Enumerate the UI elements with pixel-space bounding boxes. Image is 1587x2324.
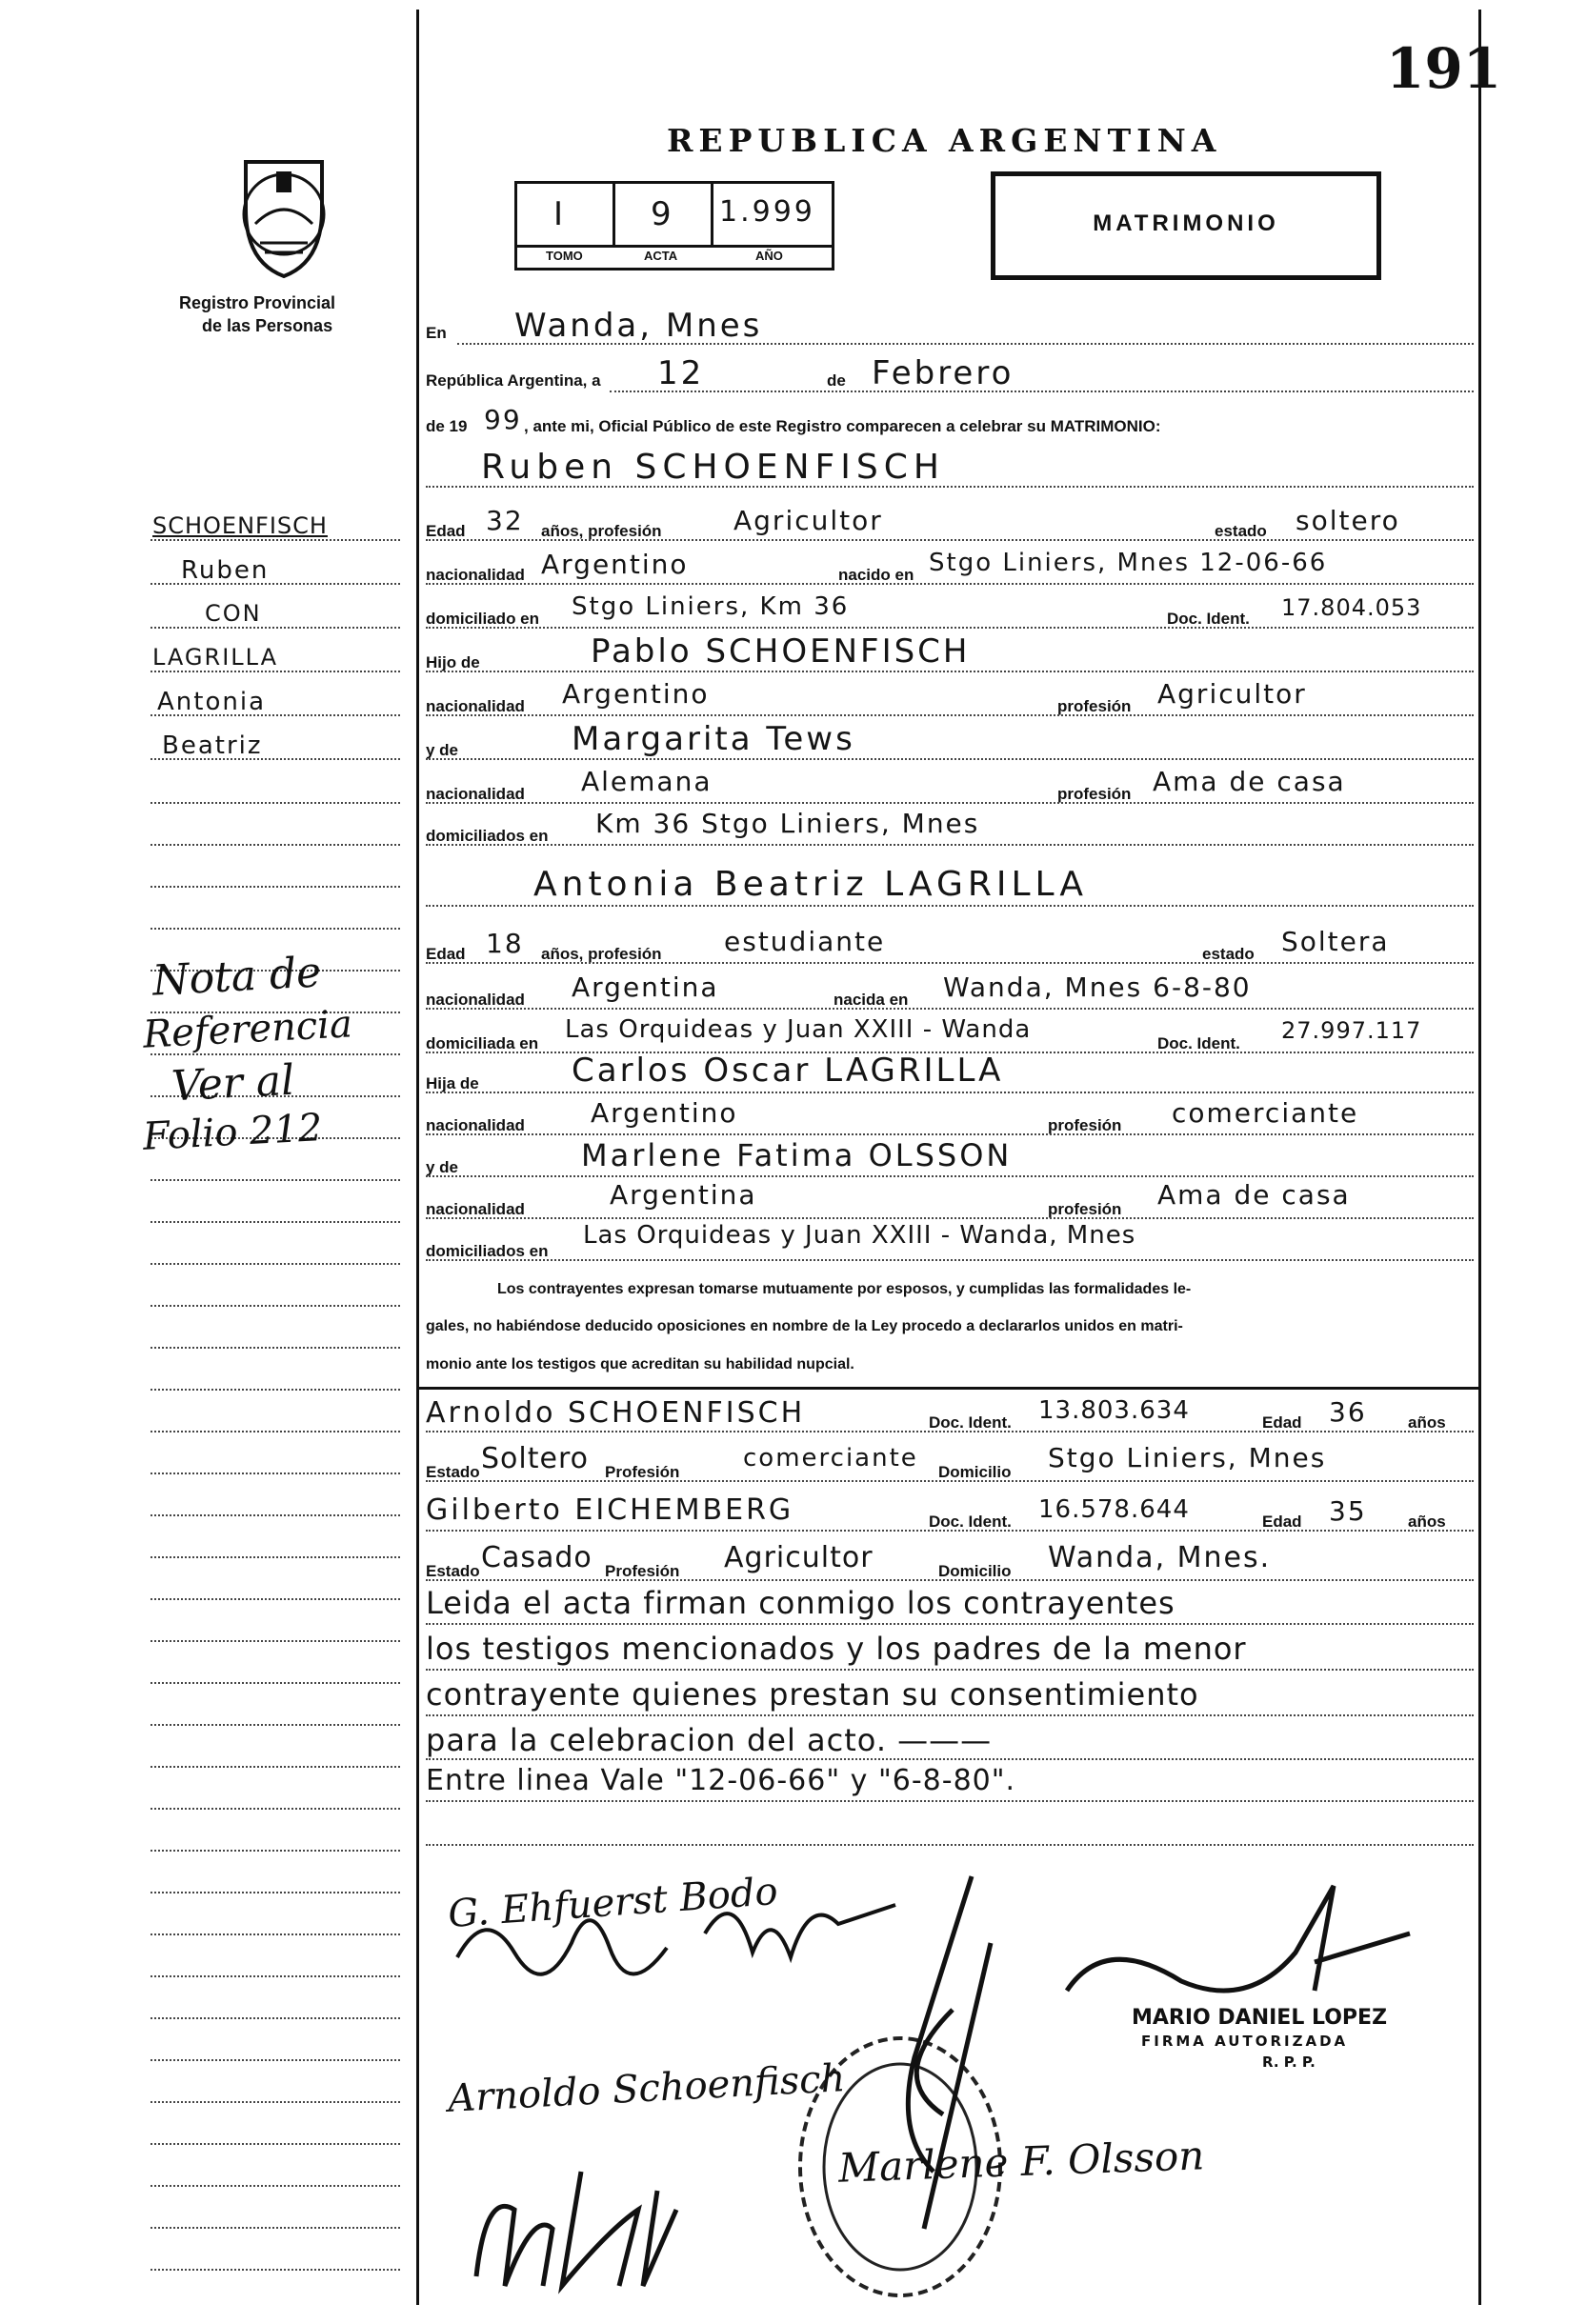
groom-mother-prof: Ama de casa [1153,766,1346,797]
tomo-acta-ano-box [514,181,834,270]
row-line [426,1133,1474,1135]
bride-father-prof-label: profesión [1048,1116,1122,1134]
margin-line [151,2143,400,2145]
signature-3: Marlene F. Olsson [837,2132,1206,2192]
witness2-estado: Casado [481,1541,593,1574]
witness2-anos-label: años [1408,1513,1446,1531]
margin-name-line-2: Ruben [181,556,270,585]
row-line [426,844,1474,846]
margin-line [151,1389,400,1391]
groom-edad-label: Edad [426,522,466,540]
closing-line-2: los testigos mencionados y los padres de la menor [426,1631,1247,1667]
margin-line [151,1556,400,1558]
intro-statement: , ante mi, Oficial Público de este Registro comparecen a celebrar su MATRIMONIO: [524,417,1161,435]
en-label: En [426,324,447,342]
row-line [426,1579,1474,1581]
bride-y-de-label: y de [426,1158,459,1176]
bride-estado-label: estado [1202,945,1255,963]
row-line [426,1669,1474,1671]
registry-name-line1: Registro Provincial [179,293,336,312]
groom-father: Pablo SCHOENFISCH [591,632,971,671]
witness2-name: Gilberto EICHEMBERG [426,1493,794,1527]
day-value: 12 [657,354,705,392]
country-title: REPUBLICA ARGENTINA [667,122,1222,159]
groom-profesion: Agricultor [733,505,883,536]
witness2-edad: 35 [1329,1495,1367,1527]
signature-drawing-4 [457,2153,772,2300]
witness2-profesion-label: Profesión [605,1562,680,1580]
margin-name-line-3: CON [205,600,262,627]
groom-mother-prof-label: profesión [1057,785,1132,803]
margin-line [151,1975,400,1977]
ano-value: 1.999 [719,195,815,229]
bride-edad: 18 [486,928,524,959]
stamp-name: MARIO DANIEL LOPEZ [1132,2006,1388,2030]
province-seal-icon [208,143,360,286]
row-line [426,1175,1474,1177]
legal-text-line-1: Los contrayentes expresan tomarse mutuamente por esposos, y cumplidas las formalidades le- [497,1281,1192,1297]
legal-text-divider [416,1387,1481,1390]
tomo-label: TOMO [546,249,583,263]
legal-text-line-2: gales, no habiéndose deducido oposiciones en nombre de la Ley procedo a declararlos unidos en matri- [426,1318,1183,1334]
margin-line [151,1514,400,1516]
acta-label: ACTA [644,249,678,263]
row-line [426,539,1474,541]
witness1-name: Arnoldo SCHOENFISCH [426,1396,806,1430]
groom-anos-profesion-label: años, profesión [541,522,662,540]
margin-line [151,928,400,930]
year-suffix-value: 99 [484,404,522,435]
margin-line [151,1640,400,1642]
margin-line [151,1305,400,1307]
margin-line [151,1808,400,1810]
bride-father-prof: comerciante [1172,1097,1359,1129]
margin-name-line-4: LAGRILLA [152,644,278,671]
bride-anos-profesion-label: años, profesión [541,945,662,963]
margin-line [151,1347,400,1349]
witness2-doc: 16.578.644 [1038,1495,1190,1524]
groom-doc-label: Doc. Ident. [1167,610,1250,628]
bride-parents-dom: Las Orquideas y Juan XXIII - Wanda, Mnes [583,1221,1136,1250]
margin-line [151,1221,400,1223]
closing-line-1: Leida el acta firman conmigo los contrayentes [426,1585,1175,1621]
margin-line [151,1933,400,1935]
margin-line [151,1892,400,1893]
bride-nacionalidad-label: nacionalidad [426,991,525,1009]
margin-line [151,627,400,629]
row-line [426,486,1474,488]
bride-domiciliados-label: domiciliados en [426,1242,549,1260]
bride-nacionalidad: Argentina [572,972,719,1003]
year-prefix-label: de 19 [426,417,468,435]
margin-line [151,2227,400,2229]
groom-father-prof: Agricultor [1157,678,1307,710]
margin-line [151,1682,400,1684]
row-line [426,1714,1474,1716]
bride-domicilio: Las Orquideas y Juan XXIII - Wanda [565,1015,1032,1044]
left-frame-line [416,10,419,2305]
row-line [426,1758,1474,1760]
witness1-prof: comerciante [743,1444,918,1473]
row-line [426,714,1474,716]
margin-line [151,1598,400,1600]
groom-doc: 17.804.053 [1281,594,1422,621]
row-line [426,1217,1474,1219]
bride-mother-prof: Ama de casa [1157,1179,1351,1211]
witness1-anos-label: años [1408,1413,1446,1432]
groom-mother-nac: Alemana [581,766,713,797]
stamp-line2: FIRMA AUTORIZADA [1141,2033,1349,2050]
stamp-line3: R. P. P. [1262,2054,1316,2071]
signature-2: Arnoldo Schoenfisch [447,2056,847,2121]
bride-father-nac: Argentino [591,1097,738,1129]
row-line [426,1480,1474,1482]
registry-name-line2: de las Personas [202,316,333,335]
closing-line-3: contrayente quienes prestan su consentimiento [426,1676,1199,1713]
row-line [426,1259,1474,1261]
margin-line [151,2101,400,2103]
margin-line [151,539,400,541]
margin-line [151,671,400,672]
margin-line [151,1850,400,1852]
bride-father: Carlos Oscar LAGRILLA [572,1052,1004,1090]
bride-profesion: estudiante [724,926,886,957]
witness1-profesion-label: Profesión [605,1463,680,1481]
row-line [426,671,1474,672]
margin-note-line-4: Folio 212 [141,1106,324,1159]
bride-name: Antonia Beatriz LAGRILLA [533,865,1089,904]
margin-line [151,2269,400,2271]
groom-domicilio: Stgo Liniers, Km 36 [572,592,850,621]
row-line [426,1844,1474,1846]
bride-nacida-label: nacida en [834,991,909,1009]
row-line [426,1623,1474,1625]
row-line [426,1431,1474,1432]
margin-line [151,1724,400,1726]
legal-text-line-3: monio ante los testigos que acreditan su habilidad nupcial. [426,1356,854,1372]
margin-line [151,2017,400,2019]
groom-father-nac-label: nacionalidad [426,697,525,715]
bride-doc: 27.997.117 [1281,1017,1422,1044]
row-line [426,905,1474,907]
republica-label: República Argentina, a [426,371,601,390]
groom-mother: Margarita Tews [572,720,855,758]
witness1-doc-label: Doc. Ident. [929,1413,1012,1432]
groom-estado: soltero [1296,505,1400,536]
margin-line [151,1766,400,1768]
row-line [426,1530,1474,1532]
row-line [426,1800,1474,1802]
margin-line [151,1179,400,1181]
bride-edad-label: Edad [426,945,466,963]
margin-note-line-2: Referencia [141,1002,353,1057]
groom-y-de-label: y de [426,741,459,759]
witness2-edad-label: Edad [1262,1513,1302,1531]
bride-doc-label: Doc. Ident. [1157,1034,1240,1052]
signature-drawing-3 [1048,1867,1429,2014]
row-line [426,1008,1474,1010]
witness2-doc-label: Doc. Ident. [929,1513,1012,1531]
groom-nacido-label: nacido en [838,566,914,584]
groom-hijo-label: Hijo de [426,653,480,671]
row-line [426,1092,1474,1093]
margin-note-line-1: Nota de [151,948,323,1006]
acta-value: 9 [651,195,674,233]
margin-line [151,2059,400,2061]
signature-1: G. Ehfuerst Bodo [446,1869,779,1937]
margin-line [151,844,400,846]
row-line [426,583,1474,585]
groom-father-prof-label: profesión [1057,697,1132,715]
groom-father-nac: Argentino [562,678,710,710]
doc-type-box [991,171,1381,280]
signature-drawing-2 [857,1867,1029,2253]
closing-line-5: Entre linea Vale "12-06-66" y "6-8-80". [426,1764,1016,1797]
margin-line [151,1431,400,1432]
page-number: 191 [1386,36,1502,101]
groom-mother-nac-label: nacionalidad [426,785,525,803]
bride-mother-nac: Argentina [610,1179,757,1211]
groom-parents-dom: Km 36 Stgo Liniers, Mnes [595,808,980,839]
margin-note-line-3: Ver al [170,1055,296,1112]
bride-mother-nac-label: nacionalidad [426,1200,525,1218]
groom-domicilio-label: domiciliado en [426,610,540,628]
bride-mother: Marlene Fatima OLSSON [581,1137,1013,1173]
bride-mother-prof-label: profesión [1048,1200,1122,1218]
witness1-edad: 36 [1329,1396,1367,1428]
witness2-prof: Agricultor [724,1541,874,1574]
margin-line [151,802,400,804]
row-line [426,627,1474,629]
de-label: de [827,371,846,390]
witness1-estado-label: Estado [426,1463,480,1481]
groom-nacido: Stgo Liniers, Mnes 12-06-66 [929,549,1328,577]
groom-name: Ruben SCHOENFISCH [481,448,945,487]
groom-nacionalidad: Argentino [541,549,689,580]
row-line [426,962,1474,964]
witness1-dom: Stgo Liniers, Mnes [1048,1442,1327,1473]
margin-name-line-6: Beatriz [162,731,263,760]
margin-name-line-5: Antonia [157,688,267,716]
margin-line [151,2185,400,2187]
bride-nacida: Wanda, Mnes 6-8-80 [943,972,1252,1003]
bride-father-nac-label: nacionalidad [426,1116,525,1134]
witness2-domicilio-label: Domicilio [938,1562,1012,1580]
ano-label: AÑO [755,249,783,263]
row-line [610,391,1474,392]
margin-line [151,886,400,888]
row-line [457,343,1474,345]
groom-edad: 32 [486,505,524,536]
groom-nacionalidad-label: nacionalidad [426,566,525,584]
right-frame-line [1478,10,1481,2305]
witness1-estado: Soltero [481,1442,589,1475]
place-value: Wanda, Mnes [514,307,763,345]
witness1-doc: 13.803.634 [1038,1396,1190,1425]
bride-hija-label: Hija de [426,1074,479,1092]
margin-line [151,1263,400,1265]
margin-name-line-1: SCHOENFISCH [152,512,328,539]
witness2-dom: Wanda, Mnes. [1048,1541,1272,1574]
row-line [426,758,1474,760]
bride-domiciliada-label: domiciliada en [426,1034,539,1052]
witness1-domicilio-label: Domicilio [938,1463,1012,1481]
month-value: Febrero [872,354,1014,392]
bride-estado: Soltera [1281,926,1390,957]
witness2-estado-label: Estado [426,1562,480,1580]
groom-estado-label: estado [1215,522,1267,540]
tomo-value: I [553,195,567,233]
witness1-edad-label: Edad [1262,1413,1302,1432]
doc-type-label: MATRIMONIO [1093,210,1279,236]
margin-line [151,1473,400,1474]
closing-line-4: para la celebracion del acto. ——— [426,1722,993,1758]
row-line [426,802,1474,804]
groom-domiciliados-label: domiciliados en [426,827,549,845]
